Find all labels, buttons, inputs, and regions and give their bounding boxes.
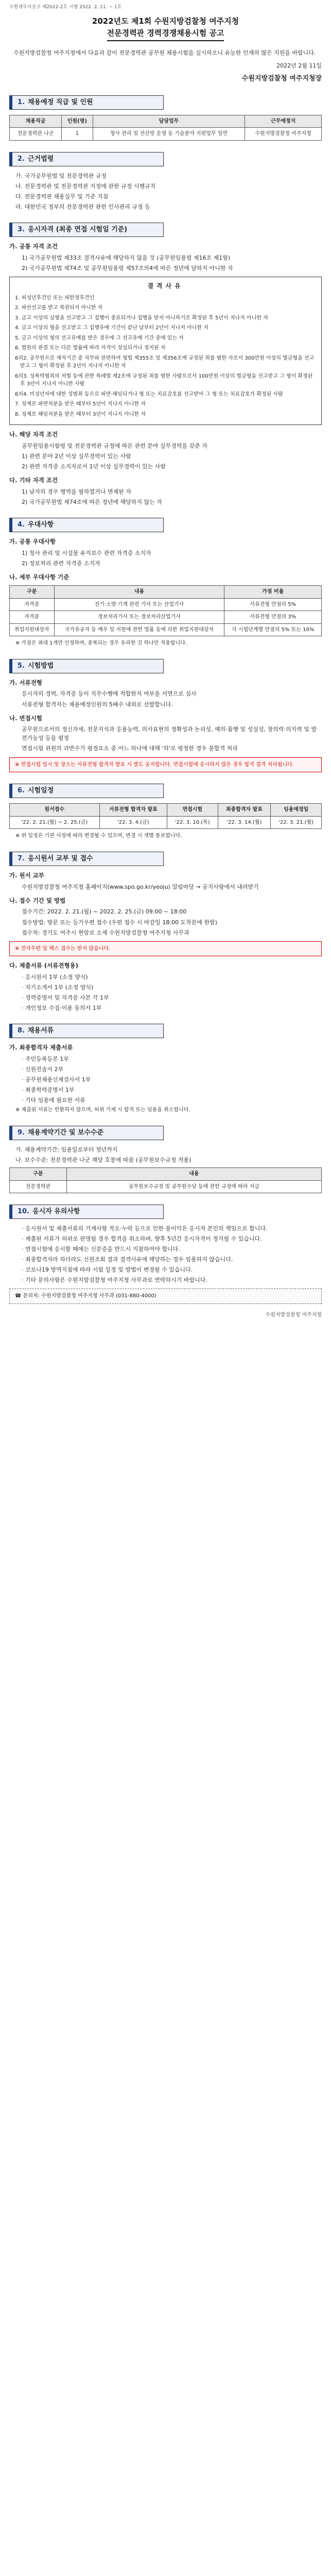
list-item: 6의2. 공무원으로 재직기간 중 직무와 관련하여 형법 제355조 및 제356조에 규정된 죄를 범한 자로서 300만원 이상의 벌금형을 선고받고 그 형이 확정된 후 2년이 지나지 아니한 자: [15, 355, 315, 369]
intro-text: 수원지방검찰청 여주지청에서 다음과 같이 전문경력관 공무원 채용시험을 실시하오니 유능한 인재의 많은 지원을 바랍니다.: [13, 49, 316, 57]
subsection-heading: 가. 서류전형: [9, 679, 42, 686]
section-9-heading: [9, 1126, 164, 1140]
section-title: 채용예정 직급 및 인원: [27, 98, 93, 106]
qualification-item: 2) 관련 자격증 소지자로서 1년 이상 실무경력이 있는 사람: [22, 463, 166, 470]
section-number: 10.: [18, 1208, 30, 1216]
qualification-item: 1) 남자의 경우 병역을 필하였거나 면제된 자: [22, 488, 131, 496]
method-item: 면접시험 위원의 과반수가 평정요소 중 어느 하나에 대해 '하'로 평정한 경우 불합격 처리: [22, 745, 238, 752]
qualification-item: 1) 국가공무원법 제33조 결격사유에 해당하지 않을 것 (공무원임용령 제16조 제1항): [22, 255, 231, 262]
table-cell: 취업지원대상자: [10, 623, 55, 636]
table-row: [10, 611, 322, 624]
section-number: 6.: [18, 787, 25, 794]
salary-table: [9, 1167, 322, 1193]
section-title: 우대사항: [27, 521, 54, 529]
list-item: 4. 금고 이상의 형을 선고받고 그 집행유예 기간이 끝난 날부터 2년이 지나지 아니한 자: [15, 325, 209, 331]
table-header: 서류전형 합격자 발표: [99, 804, 167, 817]
list-item: · 개인정보 수집·이용 동의서 1부: [22, 1004, 322, 1012]
title-line-1: 2022년도 제1회 수원지방검찰청 여주지청: [92, 16, 239, 26]
section-1-heading: [9, 95, 164, 110]
apply-item: 수원지방검찰청 여주지청 홈페이지(www.spo.go.kr/yeoju) 알림마당 → 공지사항에서 내려받기: [22, 883, 259, 890]
schedule-note: ※ 위 일정은 기관 사정에 따라 변경될 수 있으며, 변경 시 개별 통보합니다.: [15, 833, 182, 839]
interview-notice: ※ 면접시험 일시 및 장소는 서류전형 합격자 발표 시 별도 공지합니다. 면접시험에 응시하지 않은 경우 합격 결격 처리됩니다.: [9, 757, 322, 773]
table-cell: '22. 3. 14.(월): [218, 816, 271, 829]
table-header: 내용: [54, 586, 224, 599]
list-item: 5. 금고 이상의 형의 선고유예를 받은 경우에 그 선고유예 기간 중에 있는 자: [15, 335, 184, 341]
law-item: 가. 국가공무원법 및 전문경력관 규정: [15, 172, 107, 179]
section-number: 9.: [18, 1128, 25, 1137]
title-line-2: 전문경력관 경력경쟁채용시험 공고: [107, 27, 224, 41]
table-cell: 자격증: [10, 598, 55, 611]
list-item: · 코로나19 방역지침에 따라 시험 일정 및 방법이 변경될 수 있습니다.: [22, 1265, 322, 1274]
list-item: · 응시원서 및 제출서류의 기재사항 착오·누락 등으로 인한 불이익은 응시자 본인의 책임으로 합니다.: [22, 1224, 322, 1233]
table-cell: 전기·소방·기계 관련 기사 또는 산업기사: [54, 598, 224, 611]
section-title: 응시자 유의사항: [32, 1208, 80, 1216]
contract-item: 나. 보수수준: 전문경력관 나군 해당 호봉에 따름 (공무원보수규정 적용): [15, 1156, 191, 1163]
subsection-heading: 나. 면접시험: [9, 714, 42, 722]
table-row: [10, 623, 322, 636]
apply-item: 접수방법: 방문 또는 등기우편 접수 (우편 접수 시 마감일 18:00 도착분에 한함): [22, 919, 217, 926]
list-item: · 면접시험에 응시할 때에는 신분증을 반드시 지참하여야 합니다.: [22, 1245, 322, 1253]
table-header: 채용직급: [10, 115, 62, 128]
section-title: 채용계약기간 및 보수수준: [27, 1128, 104, 1137]
table-row: [10, 598, 322, 611]
list-item: · 자기소개서 1부 (소정 양식): [22, 983, 322, 992]
subsection-heading: 가. 공통 우대사항: [9, 538, 56, 546]
table-cell: '22. 2. 21.(월) ~ 2. 25.(금): [10, 816, 100, 829]
qualification-item: 1) 관련 분야 2년 이상 실무경력이 있는 사람: [22, 453, 131, 460]
list-item: 3. 금고 이상의 실형을 선고받고 그 집행이 종료되거나 집행을 받지 아니하기로 확정된 후 5년이 지나지 아니한 자: [15, 315, 268, 321]
table-header: 내용: [66, 1168, 321, 1181]
table-cell: '22. 3. 4.(금): [99, 816, 167, 829]
section-2-heading: [9, 152, 164, 166]
table-cell: 1: [62, 128, 93, 141]
table-header: 담당업무: [93, 115, 245, 128]
law-item: 라. 대한민국 정부의 전문경력관 관련 인사관리 규정 등: [15, 204, 150, 211]
subsection-heading: 나. 접수 기간 및 방법: [9, 896, 66, 904]
section-number: 4.: [18, 521, 25, 529]
section-title: 채용서류: [27, 1027, 54, 1035]
table-row: [10, 1180, 322, 1193]
section-6-heading: [9, 784, 164, 798]
section-8-heading: [9, 1024, 164, 1038]
method-item: 서류전형 합격자는 채용예정인원의 5배수 내외로 선발합니다.: [22, 701, 173, 708]
subsection-heading: 다. 기타 자격 조건: [9, 477, 58, 484]
docs-note: ※ 제출된 서류는 반환하지 않으며, 허위 기재 시 합격 또는 임용을 취소합니다.: [15, 1107, 190, 1113]
section-title: 응시자격 (최종 면접 시험일 기준): [27, 226, 128, 234]
preference-table: [9, 585, 322, 636]
section-7-heading: [9, 852, 164, 866]
table-cell: 자격증: [10, 611, 55, 624]
list-item: · 제출된 서류가 허위로 판명될 경우 합격을 취소하며, 향후 5년간 응시자격이 정지될 수 있습니다.: [22, 1234, 322, 1243]
section-5-heading: [9, 659, 164, 673]
table-row: [10, 128, 322, 141]
section-4-heading: [9, 518, 164, 532]
preference-item: 1) 청사 관리 및 시설물 유지보수 관련 자격증 소지자: [22, 550, 151, 557]
section-number: 1.: [18, 98, 25, 106]
table-header: 면접시험: [167, 804, 218, 817]
table-header: 임용예정일: [271, 804, 322, 817]
preference-note: ※ 가점은 최대 1개만 인정하며, 중복되는 경우 유리한 것 하나만 적용합니다.: [15, 640, 187, 646]
table-cell: 각 시험단계별 만점의 5% 또는 10%: [224, 623, 322, 636]
section-3-heading: [9, 223, 164, 237]
disqualification-box: [9, 277, 322, 425]
table-cell: 청사 관리 및 전산망 운영 등 기술분야 지원업무 일반: [93, 128, 245, 141]
list-item: 7. 징계로 파면처분을 받은 때부터 5년이 지나지 아니한 자: [15, 401, 146, 408]
list-item: · 공무원채용신체검사서 1부: [22, 1075, 322, 1084]
schedule-table: [9, 803, 322, 829]
section-number: 5.: [18, 662, 25, 670]
law-item: 다. 전문경력관 채용실무 및 기준 지침: [15, 193, 109, 200]
section-number: 3.: [18, 226, 25, 234]
list-item: · 기타 임용에 필요한 서류: [22, 1096, 322, 1105]
table-cell: 수원지방검찰청 여주지청: [245, 128, 322, 141]
table-header: 원서접수: [10, 804, 100, 817]
method-item: 응시자의 경력, 자격증 등이 직무수행에 적합한지 여부를 서면으로 심사: [22, 690, 197, 698]
section-title: 근거법령: [27, 155, 54, 163]
section-title: 시험일정: [27, 787, 54, 794]
method-item: 공무원으로서의 정신자세, 전문지식과 응용능력, 의사표현의 정확성과 논리성, 예의·품행 및 성실성, 창의력·의지력 및 발전가능성 등을 평정: [22, 726, 317, 742]
list-item: 2. 파산선고를 받고 복권되지 아니한 자: [15, 305, 103, 311]
section-number: 8.: [18, 1027, 25, 1035]
subsection-heading: 가. 원서 교부: [9, 871, 44, 879]
table-cell: 서류전형 만점의 5%: [224, 598, 322, 611]
list-item: 6의3. 성폭력범죄의 처벌 등에 관한 특례법 제2조에 규정된 죄를 범한 사람으로서 100만원 이상의 벌금형을 선고받고 그 형이 확정된 후 3년이 지나지 아니한 사람: [15, 373, 313, 387]
notice-date: 2022년 2월 11일: [276, 62, 322, 70]
preference-item: 2) 정보처리 관련 자격증 소지자: [22, 560, 100, 567]
table-header: 근무예정지: [245, 115, 322, 128]
recruitment-table: [9, 115, 322, 141]
qualification-item: 공무원임용시험령 및 전문경력관 규정에 따른 관련 분야 실무경력을 갖춘 자: [22, 443, 207, 450]
qualification-item: 2) 국가공무원법 제74조 및 공무원임용령 제57조의4에 따른 정년에 달하지 아니한 자: [22, 265, 233, 272]
subsection-heading: 나. 세부 우대사항 기준: [9, 573, 69, 581]
list-item: 1. 피성년후견인 또는 피한정후견인: [15, 295, 95, 301]
list-item: · 경력증명서 및 자격증 사본 각 1부: [22, 993, 322, 1002]
issuer-name: 수원지방검찰청 여주지청장: [241, 74, 322, 82]
list-item: · 응시원서 1부 (소정 양식): [22, 973, 322, 981]
section-number: 7.: [18, 854, 25, 862]
box-title: 결격사유: [147, 282, 184, 290]
apply-item: 접수처: 경기도 여주시 현암로 소재 수원지방검찰청 여주지청 사무과: [22, 929, 189, 936]
section-title: 시험방법: [27, 662, 54, 670]
law-item: 나. 전문경력관 및 전문경력관 지정에 관한 규정 시행규칙: [15, 183, 156, 190]
subsection-heading: 가. 최종합격자 제출서류: [9, 1044, 73, 1052]
table-cell: 전문경력관: [10, 1180, 67, 1193]
section-number: 2.: [18, 155, 25, 163]
subsection-heading: 가. 공통 자격 조건: [9, 243, 58, 250]
subsection-heading: 다. 제출서류 (서류전형용): [9, 962, 78, 970]
footer-issuer: 수원지방검찰청 여주지청: [265, 1312, 322, 1318]
title-block: [9, 15, 322, 42]
subsection-heading: 나. 해당 자격 조건: [9, 431, 58, 438]
table-header: 인원(명): [62, 115, 93, 128]
table-cell: 전문경력관 나군: [10, 128, 62, 141]
contact-info: ☎ 문의처: 수원지방검찰청 여주지청 사무과 (031-880-4000): [9, 1289, 322, 1304]
document-number: 수원세무서공고 제2022-2호 시행 2022. 2. 11. ~ 1호: [9, 5, 122, 10]
section-10-heading: [9, 1205, 164, 1219]
table-row: [10, 816, 322, 829]
table-header: 구분: [10, 1168, 67, 1181]
table-header: 구분: [10, 586, 55, 599]
qualification-item: 2) 국가공무원법 제74조에 따른 정년에 해당하지 않는 자: [22, 499, 162, 506]
table-header: 최종합격자 발표: [218, 804, 271, 817]
table-cell: '22. 3. 21.(월): [271, 816, 322, 829]
list-item: · 최종학력증명서 1부: [22, 1086, 322, 1094]
list-item: 6. 법원의 판결 또는 다른 법률에 따라 자격이 상실되거나 정지된 자: [15, 345, 166, 351]
table-cell: 공무원보수규정 및 공무원수당 등에 관한 규정에 따라 지급: [66, 1180, 321, 1193]
apply-warning: ※ 전자우편 및 팩스 접수는 받지 않습니다.: [9, 941, 322, 957]
list-item: 8. 징계로 해임처분을 받은 때부터 3년이 지나지 아니한 자: [15, 411, 146, 417]
section-title: 응시원서 교부 및 접수: [27, 854, 93, 862]
list-item: · 주민등록등본 1부: [22, 1055, 322, 1063]
table-cell: '22. 3. 10.(목): [167, 816, 218, 829]
apply-item: 접수기간: 2022. 2. 21.(월) ~ 2022. 2. 25.(금) 09:00 ~ 18:00: [22, 908, 187, 916]
list-item: · 신원진술서 2부: [22, 1065, 322, 1074]
list-item: · 최종합격자라 하더라도 신원조회 결과 결격사유에 해당하는 경우 임용하지 않습니다.: [22, 1255, 322, 1264]
list-item: · 기타 문의사항은 수원지방검찰청 여주지청 사무과로 연락하시기 바랍니다.: [22, 1276, 322, 1284]
table-header: 가점 비율: [224, 586, 322, 599]
list-item: 6의4. 미성년자에 대한 성범죄 등으로 파면·해임되거나 형 또는 치료감호를 선고받아 그 형 또는 치료감호가 확정된 사람: [15, 391, 283, 397]
contract-item: 가. 채용계약기간: 임용일로부터 정년까지: [15, 1146, 118, 1153]
table-cell: 정보처리기사 또는 정보처리산업기사: [54, 611, 224, 624]
table-cell: 국가유공자 등 예우 및 지원에 관한 법률 등에 의한 취업지원대상자: [54, 623, 224, 636]
table-cell: 서류전형 만점의 3%: [224, 611, 322, 624]
